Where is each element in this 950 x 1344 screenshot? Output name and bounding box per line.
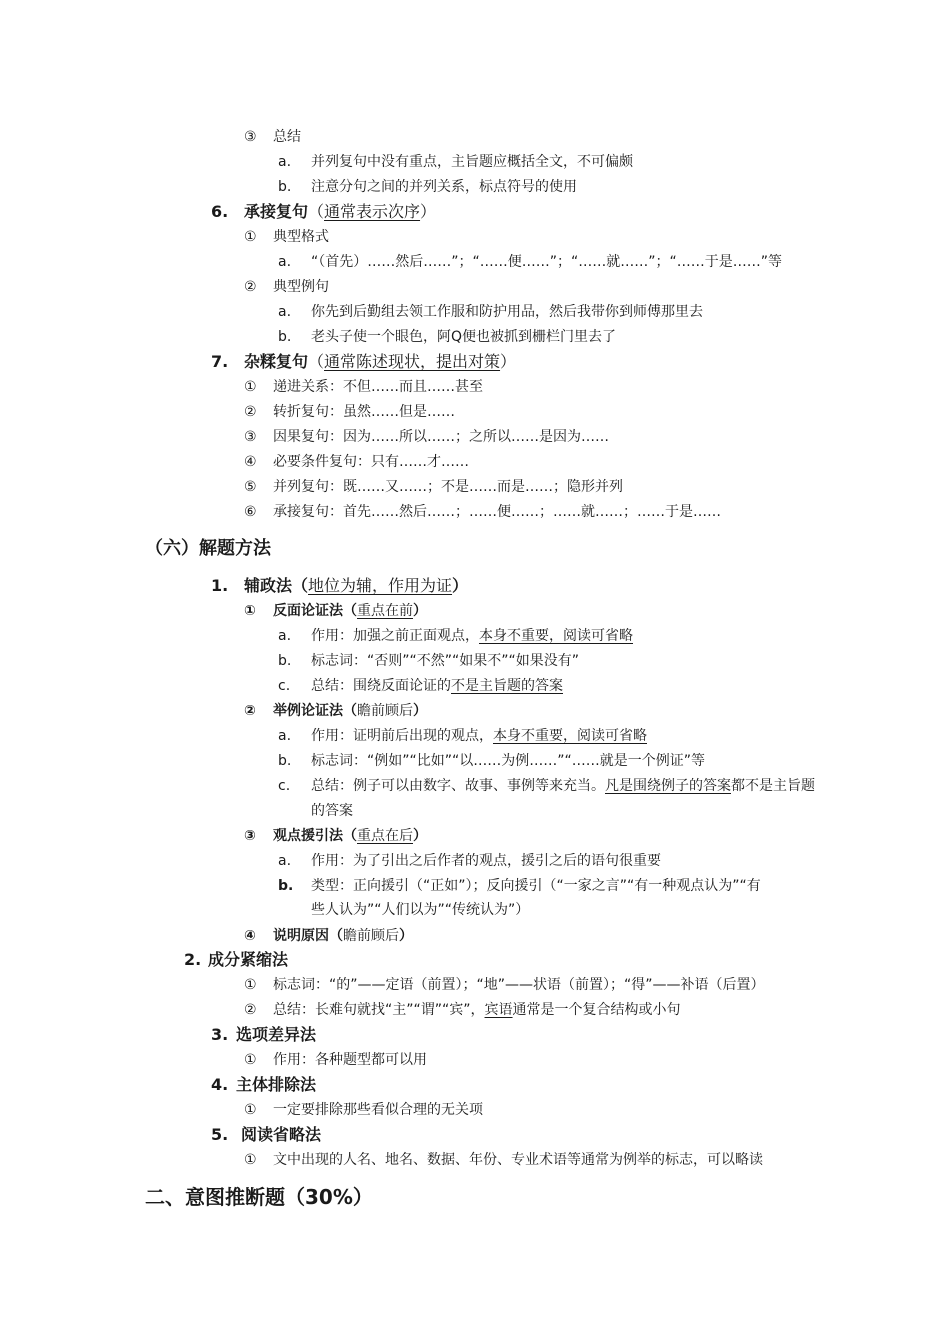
heading-number: 1. (211, 576, 229, 595)
paren: ） (500, 352, 517, 371)
list-marker: ⑥ (244, 504, 257, 520)
list-marker: b. (278, 878, 294, 894)
list-marker: ③ (244, 828, 256, 844)
underlined-text: 凡是围绕例子的答案 (605, 778, 731, 794)
list-marker: a. (278, 154, 292, 170)
paren: ） (420, 202, 437, 221)
list-item: 作用：为了引出之后作者的观点，援引之后的语句很重要 (311, 853, 661, 869)
list-item: 老头子使一个眼色，阿Q便也被抓到栅栏门里去了 (311, 329, 617, 345)
list-marker: ① (244, 1052, 257, 1068)
subsection-heading (273, 701, 427, 721)
subsection-heading (273, 826, 427, 846)
heading-title: 承接复句 (244, 202, 309, 221)
text-segment: 通常是一个复合结构或小句 (512, 1002, 681, 1018)
list-item (311, 726, 647, 746)
text-segment: 作用：加强之前正面观点， (311, 628, 479, 644)
list-item: 承接复句：首先……然后……；……便……；……就……；……于是…… (273, 504, 721, 520)
list-marker: ① (244, 1152, 257, 1168)
list-marker: ④ (244, 928, 256, 944)
section-heading: 阅读省略法 (241, 1125, 322, 1144)
section-title: （六）解题方法 (145, 538, 271, 559)
list-item: 作用：各种题型都可以用 (273, 1052, 427, 1068)
heading-title: 举例论证法 (273, 703, 343, 719)
list-marker: ① (244, 379, 257, 395)
heading-note: 重点在后 (357, 828, 413, 844)
list-item-continuation: 的答案 (311, 803, 353, 819)
list-item: 递进关系：不但……而且……甚至 (273, 379, 483, 395)
list-marker: ⑤ (244, 479, 257, 495)
text-segment: 总结：长难句就找“主”“谓”“宾”， (273, 1002, 485, 1018)
list-marker: ③ (244, 429, 257, 445)
list-item: 并列复句中没有重点，主旨题应概括全文，不可偏颇 (311, 154, 633, 170)
list-marker: ③ (244, 129, 257, 145)
list-item (273, 1000, 681, 1020)
heading-number: 3. (211, 1025, 229, 1044)
list-item: 转折复句：虽然……但是…… (273, 404, 455, 420)
heading-note: 通常表示次序 (324, 202, 421, 221)
heading-number: 6. (211, 202, 229, 221)
list-marker: a. (278, 728, 292, 744)
list-marker: ② (244, 1002, 257, 1018)
paren: （ (343, 603, 357, 619)
section-heading: 成分紧缩法 (208, 950, 289, 969)
list-marker: a. (278, 628, 292, 644)
list-marker: b. (278, 653, 292, 669)
heading-title: 反面论证法 (273, 603, 343, 619)
list-marker: c. (278, 778, 291, 794)
list-item: 标志词：“否则”“不然”“如果不”“如果没有” (311, 653, 580, 669)
paren: ） (413, 603, 427, 619)
paren: （ (292, 576, 309, 595)
list-marker: ① (244, 977, 257, 993)
list-item (311, 776, 815, 796)
paren: ） (452, 576, 469, 595)
list-item: 文中出现的人名、地名、数据、年份、专业术语等通常为例举的标志，可以略读 (273, 1152, 763, 1168)
paren: ） (413, 828, 427, 844)
underlined-text: 本身不重要，阅读可省略 (493, 728, 647, 744)
list-item: 总结 (273, 129, 301, 145)
subsection-heading (273, 926, 413, 946)
list-item: 并列复句：既……又……；不是……而是……；隐形并列 (273, 479, 623, 495)
list-item-continuation: 些人认为”“人们以为”“传统认为”） (311, 902, 530, 918)
list-item: “（首先）……然后……”；“……便……”；“……就……”；“……于是……”等 (311, 254, 783, 270)
heading-title: 观点援引法 (273, 828, 343, 844)
subsection-heading (273, 601, 427, 621)
paren: （ (308, 202, 325, 221)
list-item: 因果复句：因为……所以……；之所以……是因为…… (273, 429, 609, 445)
list-item: 一定要排除那些看似合理的无关项 (273, 1102, 483, 1118)
list-item: 注意分句之间的并列关系，标点符号的使用 (311, 179, 577, 195)
paren: （ (329, 928, 343, 944)
heading-title: 说明原因 (273, 928, 329, 944)
section-heading (244, 201, 436, 223)
text-segment: 总结：例子可以由数字、故事、事例等来充当。 (311, 778, 605, 794)
chapter-title: 二、意图推断题（30%） (145, 1185, 373, 1209)
text-segment: 总结：围绕反面论证的 (311, 678, 451, 694)
list-marker: a. (278, 853, 292, 869)
underlined-text: 宾语 (484, 1002, 513, 1018)
list-marker: b. (278, 753, 292, 769)
section-heading (244, 575, 468, 597)
list-marker: a. (278, 254, 292, 270)
heading-note: 瞻前顾后 (357, 703, 413, 719)
heading-number: 5. (211, 1125, 229, 1144)
heading-number: 2. (184, 950, 202, 969)
heading-note: 通常陈述现状，提出对策 (324, 352, 501, 371)
underlined-text: 本身不重要，阅读可省略 (479, 628, 633, 644)
list-item (311, 676, 563, 696)
list-item: 典型例句 (273, 279, 329, 295)
list-marker: ① (244, 603, 256, 619)
paren: （ (308, 352, 325, 371)
heading-title: 辅政法 (244, 576, 293, 595)
heading-number: 7. (211, 352, 229, 371)
paren: （ (343, 703, 357, 719)
section-heading: 选项差异法 (236, 1025, 317, 1044)
section-heading: 主体排除法 (236, 1075, 317, 1094)
list-marker: c. (278, 678, 291, 694)
list-marker: ① (244, 1102, 257, 1118)
list-item (311, 626, 633, 646)
heading-title: 杂糅复句 (244, 352, 309, 371)
list-marker: ② (244, 404, 257, 420)
text-segment: 作用：证明前后出现的观点， (311, 728, 493, 744)
heading-number: 4. (211, 1075, 229, 1094)
list-marker: a. (278, 304, 292, 320)
paren: ） (413, 703, 427, 719)
section-heading (244, 351, 516, 373)
list-item: 类型：正向援引（“正如”）；反向援引（“一家之言”“有一种观点认为”“有 (311, 878, 761, 894)
list-marker: ② (244, 279, 257, 295)
list-item: 典型格式 (273, 229, 329, 245)
list-marker: ② (244, 703, 256, 719)
list-marker: ① (244, 229, 257, 245)
list-item: 标志词：“例如”“比如”“以……为例……”“……就是一个例证”等 (311, 753, 706, 769)
list-marker: b. (278, 179, 292, 195)
list-marker: b. (278, 329, 292, 345)
list-item: 标志词：“的”——定语（前置）；“地”——状语（前置）；“得”——补语（后置） (273, 977, 765, 993)
heading-note: 瞻前顾后 (343, 928, 399, 944)
list-marker: ④ (244, 454, 257, 470)
list-item: 必要条件复句：只有……才…… (273, 454, 469, 470)
text-segment: 都不是主旨题 (731, 778, 815, 794)
heading-note: 地位为辅，作用为证 (308, 576, 453, 595)
underlined-text: 不是主旨题的答案 (451, 678, 563, 694)
paren: （ (343, 828, 357, 844)
paren: ） (399, 928, 413, 944)
heading-note: 重点在前 (357, 603, 413, 619)
list-item: 你先到后勤组去领工作服和防护用品，然后我带你到师傅那里去 (311, 304, 703, 320)
